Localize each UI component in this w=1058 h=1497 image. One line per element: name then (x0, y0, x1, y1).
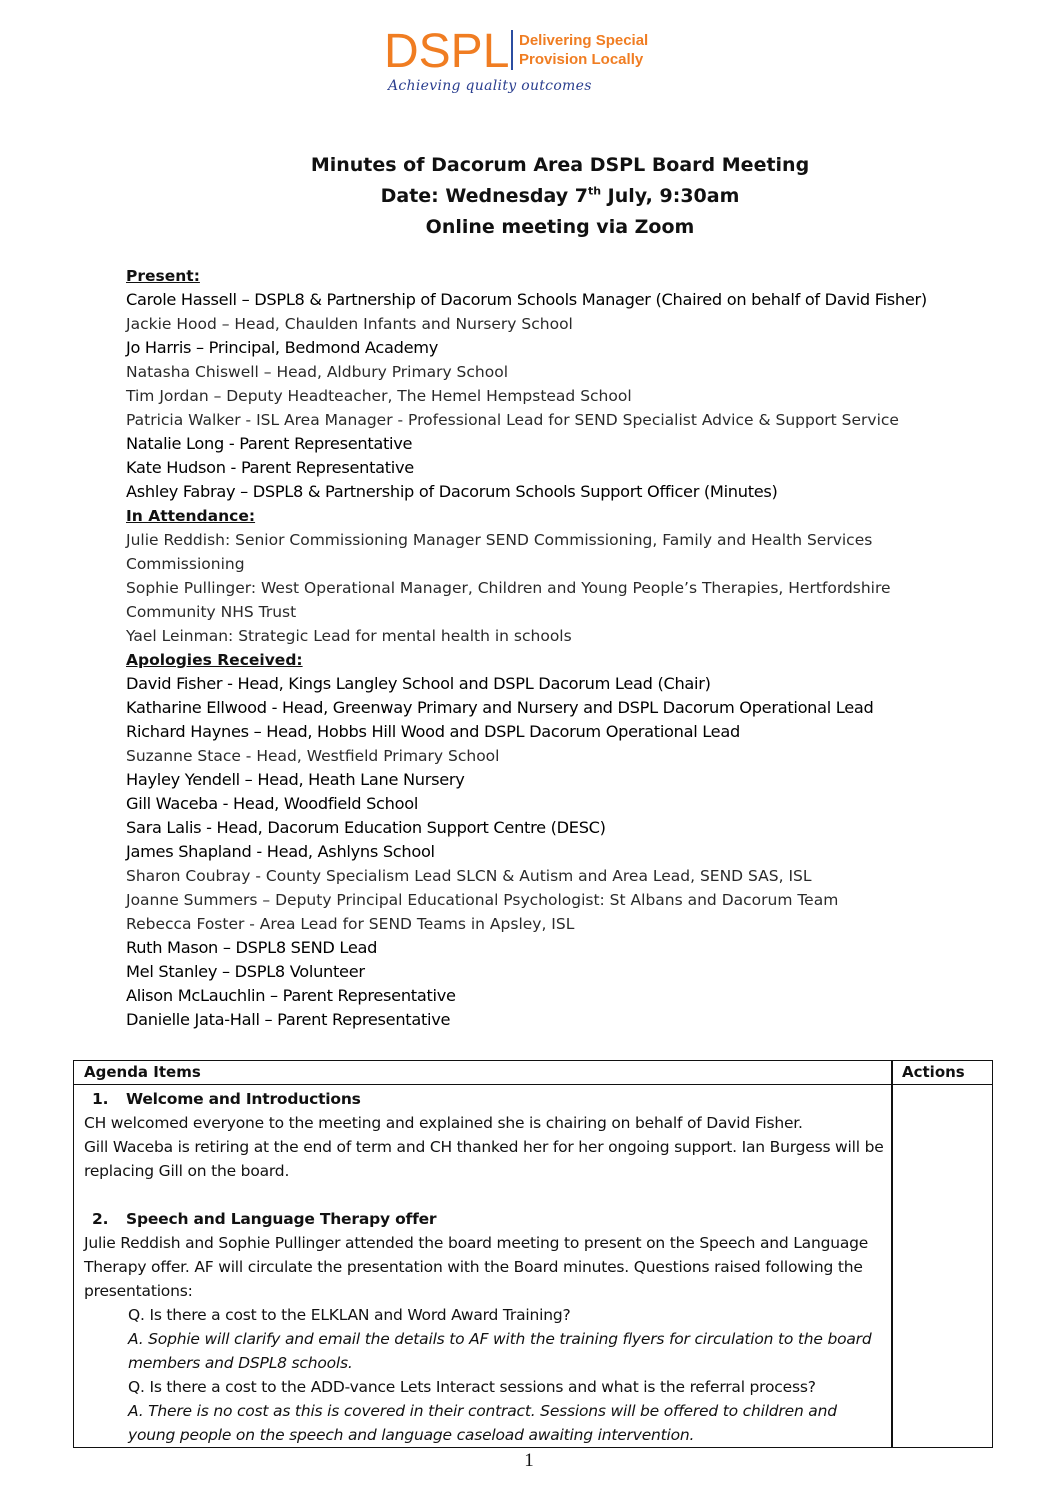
title-date-sup: th (587, 184, 602, 198)
apology-person: Suzanne Stace - Head, Westfield Primary School (126, 747, 500, 765)
apologies-heading: Apologies Received: (126, 651, 303, 669)
actions-header: Actions (902, 1063, 965, 1081)
present-person: Natasha Chiswell – Head, Aldbury Primary School (126, 363, 508, 381)
agenda-item-title (84, 1207, 884, 1231)
attendee-section (126, 264, 1006, 1032)
apology-person: Rebecca Foster - Area Lead for SEND Teams in Apsley, ISL (126, 915, 575, 933)
present-person: Jackie Hood – Head, Chaulden Infants and Nursery School (126, 315, 573, 333)
title-line-3: Online meeting via Zoom (425, 216, 695, 238)
dspl-logo (384, 24, 684, 104)
agenda-item-number: 2. (92, 1210, 109, 1228)
apology-person: Alison McLauchlin – Parent Representative (126, 986, 456, 1005)
apology-person: James Shapland - Head, Ashlyns School (126, 842, 435, 861)
present-person: Natalie Long - Parent Representative (126, 434, 413, 453)
agenda-item-title (84, 1087, 884, 1111)
logo-tag-line-1: Delivering Special (519, 32, 649, 49)
present-heading: Present: (126, 267, 200, 285)
present-person: Ashley Fabray – DSPL8 & Partnership of Dacorum Schools Support Officer (Minutes) (126, 482, 778, 501)
apology-person: Hayley Yendell – Head, Heath Lane Nursery (126, 770, 465, 789)
agenda-table (73, 1060, 993, 1448)
apology-person: David Fisher - Head, Kings Langley School and DSPL Dacorum Lead (Chair) (126, 674, 711, 693)
logo-divider (511, 30, 513, 70)
agenda-paragraph: CH welcomed everyone to the meeting and explained she is chairing on behalf of David Fisher. (84, 1114, 803, 1132)
agenda-paragraph: Gill Waceba is retiring at the end of term and CH thanked her for her ongoing support. Ian Burgess will be replacing Gill on the board. (84, 1138, 884, 1180)
agenda-question: Q. Is there a cost to the ELKLAN and Word Award Training? (128, 1306, 571, 1324)
logo-mark: DSPL (384, 25, 510, 78)
logo-tagline (519, 31, 648, 69)
attendance-person: Yael Leinman: Strategic Lead for mental health in schools (126, 627, 572, 645)
attendance-person: Sophie Pullinger: West Operational Manager, Children and Young People’s Therapies, Hertfordshire Community NHS Trust (126, 579, 891, 621)
present-person: Carole Hassell – DSPL8 & Partnership of Dacorum Schools Manager (Chaired on behalf of David Fisher) (126, 290, 927, 309)
apology-person: Ruth Mason – DSPL8 SEND Lead (126, 938, 378, 957)
document-title (300, 150, 820, 243)
agenda-item-heading: Speech and Language Therapy offer (126, 1210, 437, 1228)
title-date-prefix: Date: Wednesday 7 (380, 185, 588, 207)
agenda-question: Q. Is there a cost to the ADD-vance Lets Interact sessions and what is the referral process? (128, 1378, 816, 1396)
present-person: Kate Hudson - Parent Representative (126, 458, 414, 477)
logo-slogan: Achieving quality outcomes (388, 78, 592, 94)
agenda-item-heading: Welcome and Introductions (126, 1090, 361, 1108)
title-line-2 (300, 181, 820, 212)
present-person: Tim Jordan – Deputy Headteacher, The Hemel Hempstead School (126, 387, 632, 405)
agenda-header-row (74, 1061, 992, 1085)
agenda-items-cell (84, 1087, 884, 1447)
attendance-person: Julie Reddish: Senior Commissioning Manager SEND Commissioning, Family and Health Services Commissioning (126, 531, 873, 573)
agenda-items-header: Agenda Items (84, 1063, 201, 1081)
apology-person: Katharine Ellwood - Head, Greenway Primary and Nursery and DSPL Dacorum Operational Lead (126, 698, 874, 717)
present-person: Jo Harris – Principal, Bedmond Academy (126, 338, 439, 357)
agenda-column-divider (891, 1061, 893, 1447)
apology-person: Gill Waceba - Head, Woodfield School (126, 794, 419, 813)
page-number: 1 (524, 1450, 534, 1471)
apology-person: Richard Haynes – Head, Hobbs Hill Wood and DSPL Dacorum Operational Lead (126, 722, 740, 741)
logo-tag-line-2: Provision Locally (519, 51, 644, 68)
title-line-1: Minutes of Dacorum Area DSPL Board Meeting (310, 154, 810, 176)
agenda-item-number: 1. (92, 1090, 109, 1108)
attendance-heading: In Attendance: (126, 507, 256, 525)
apology-person: Danielle Jata-Hall – Parent Representative (126, 1010, 451, 1029)
agenda-spacer (84, 1183, 884, 1207)
apology-person: Sara Lalis - Head, Dacorum Education Support Centre (DESC) (126, 818, 606, 837)
apology-person: Mel Stanley – DSPL8 Volunteer (126, 962, 365, 981)
apology-person: Joanne Summers – Deputy Principal Educational Psychologist: St Albans and Dacorum Team (126, 891, 839, 909)
title-date-suffix: July, 9:30am (601, 185, 740, 207)
agenda-answer: A. There is no cost as this is covered in their contract. Sessions will be offered to children and young people on the speech and language caseload awaiting intervention. (128, 1402, 837, 1444)
apology-person: Sharon Coubray - County Specialism Lead SLCN & Autism and Area Lead, SEND SAS, ISL (126, 867, 812, 885)
agenda-answer: A. Sophie will clarify and email the details to AF with the training flyers for circulation to the board members and DSPL8 schools. (128, 1330, 872, 1372)
agenda-paragraph: Julie Reddish and Sophie Pullinger attended the board meeting to present on the Speech and Language Therapy offer. AF will circulate the presentation with the Board minutes. Questions raised following the presentations: (84, 1234, 869, 1300)
present-person: Patricia Walker - ISL Area Manager - Professional Lead for SEND Specialist Advice & Support Service (126, 411, 899, 429)
